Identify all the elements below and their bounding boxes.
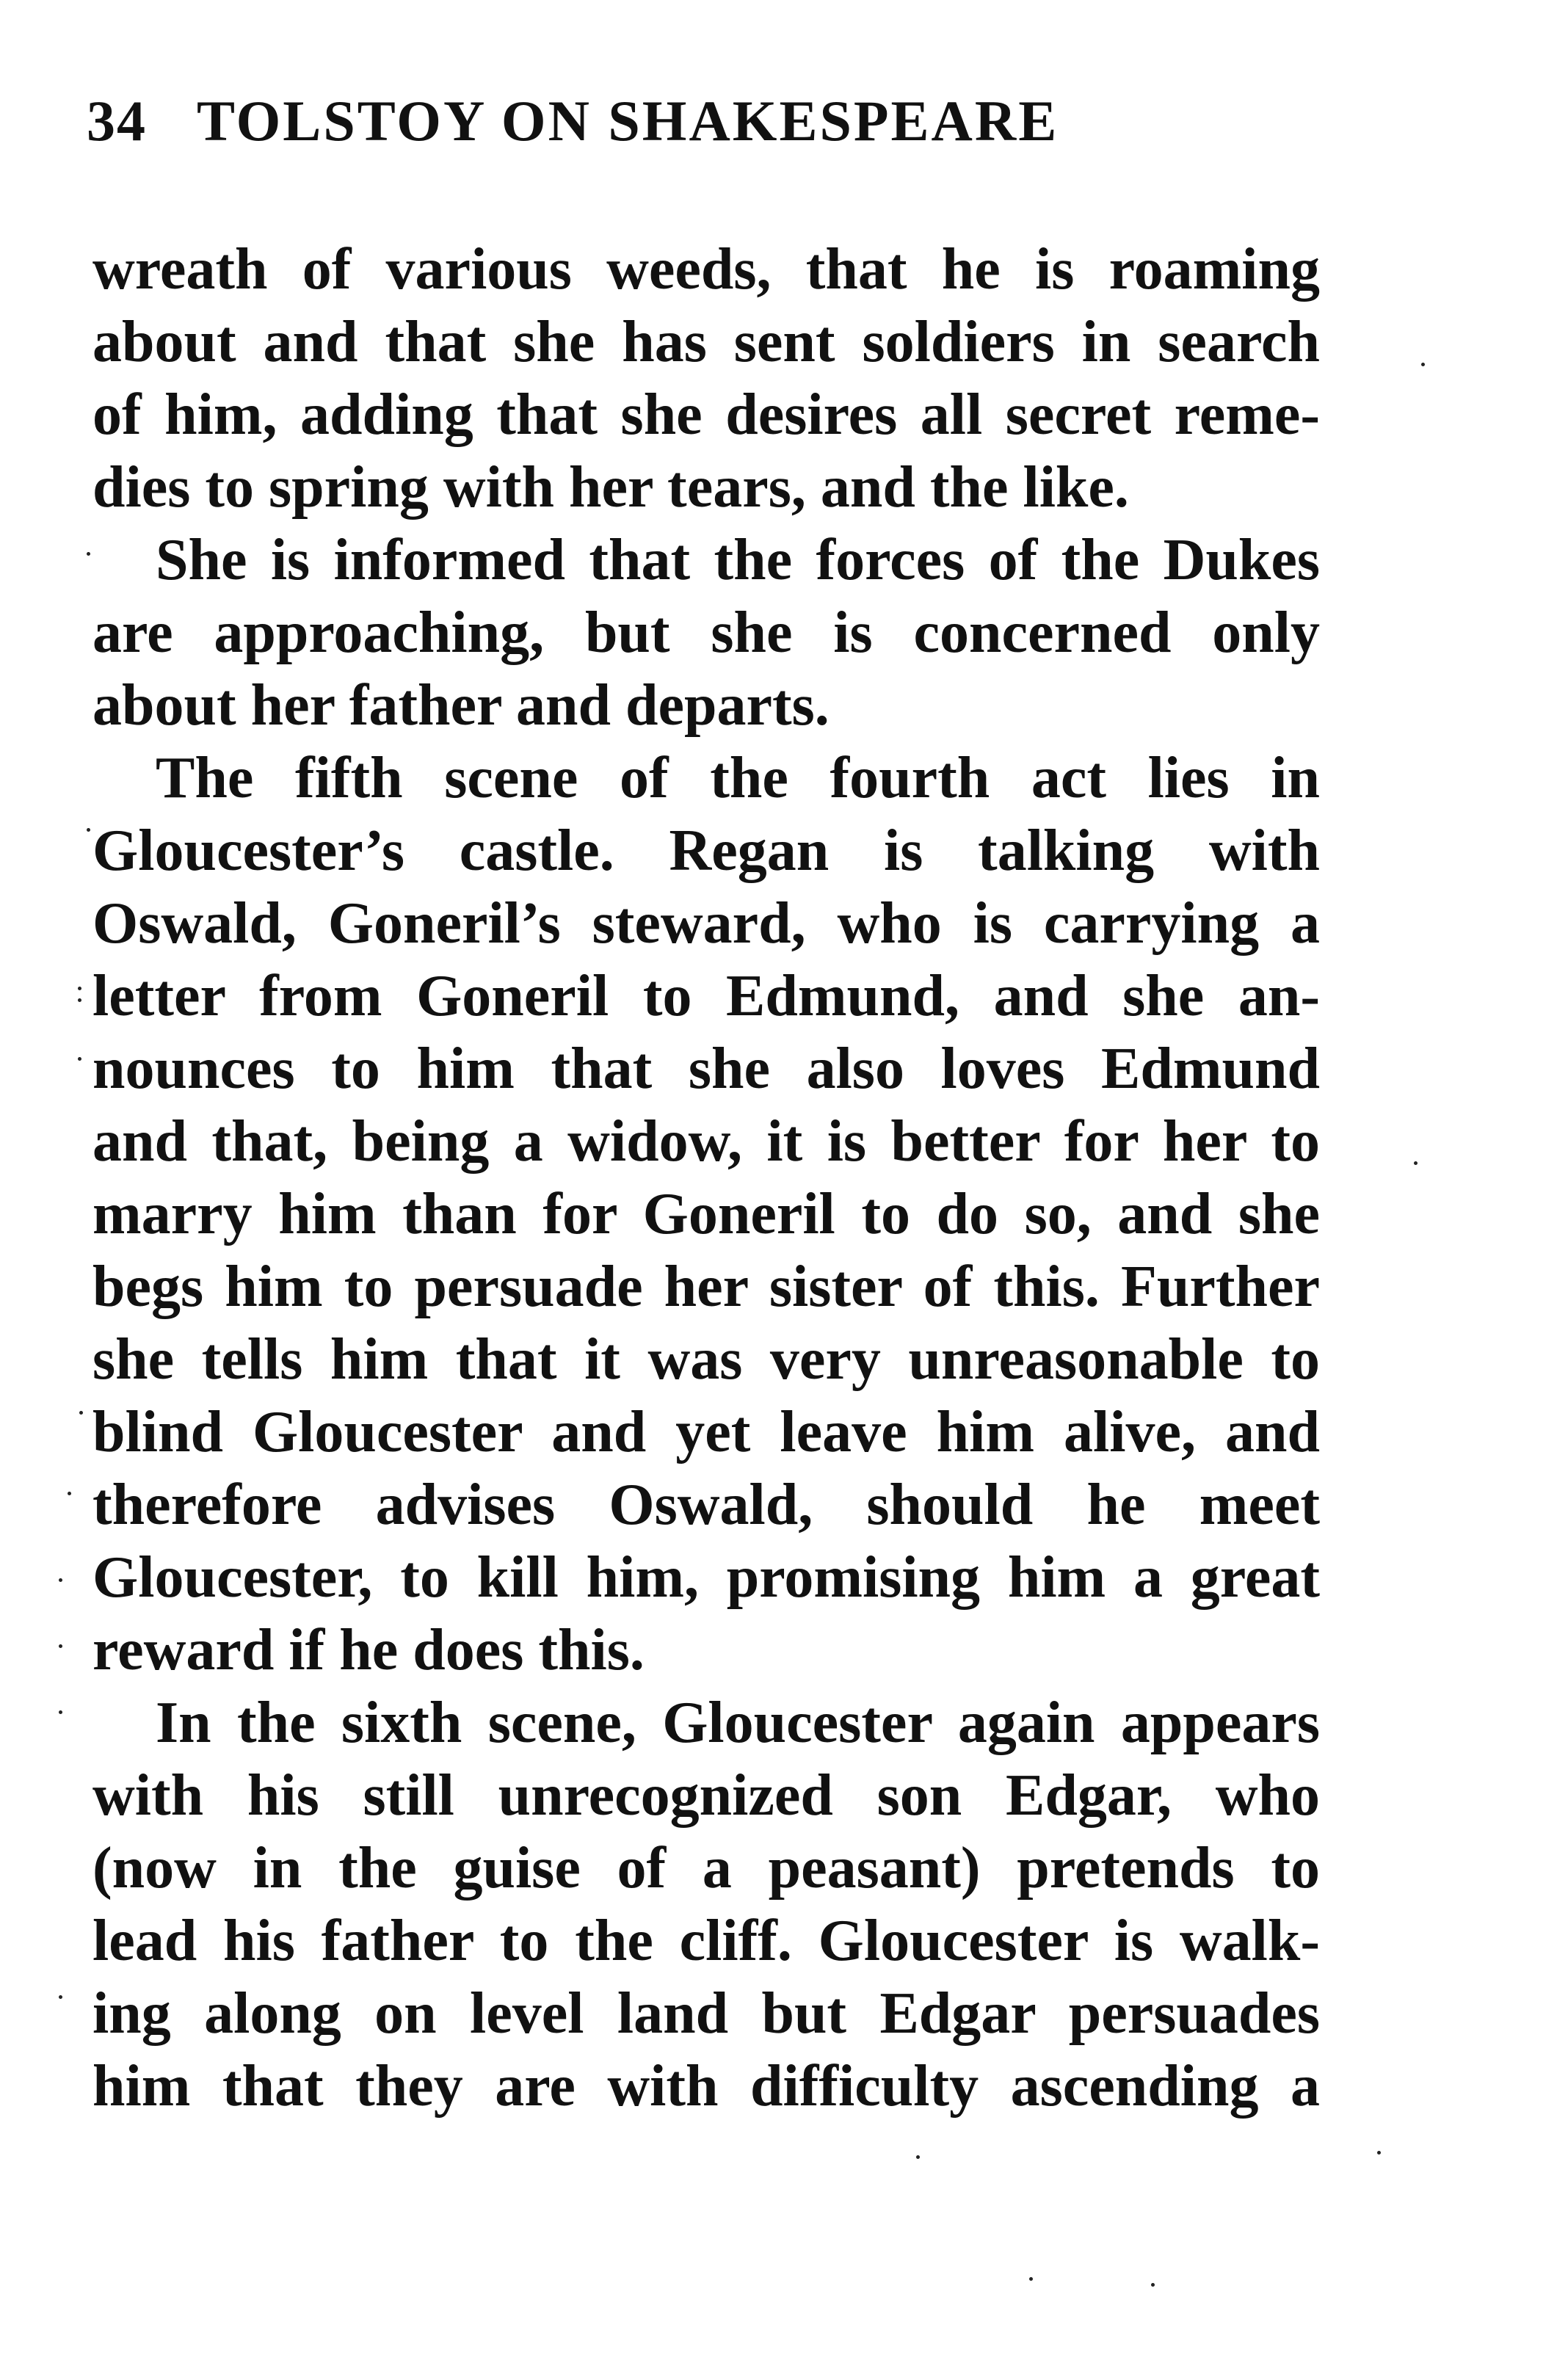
scan-speck xyxy=(78,987,81,990)
page-number: 34 xyxy=(87,89,147,153)
text-line: dies to spring with her tears, and the like. xyxy=(92,455,1129,520)
scan-speck xyxy=(79,1411,83,1415)
scan-speck xyxy=(78,1057,81,1061)
text-line: him that they are with difficulty ascending a xyxy=(92,2054,1320,2119)
scan-speck xyxy=(59,1710,62,1714)
scan-speck xyxy=(1151,2283,1155,2287)
scan-speck xyxy=(1414,1161,1418,1165)
text-line: The fifth scene of the fourth act lies in xyxy=(156,746,1320,810)
text-line: therefore advises Oswald, should he meet xyxy=(92,1473,1320,1537)
text-line: about her father and departs. xyxy=(92,673,830,738)
text-line: of him, adding that she desires all secret reme- xyxy=(92,382,1320,447)
text-line: Gloucester, to kill him, promising him a great xyxy=(92,1545,1320,1610)
scan-speck xyxy=(87,828,90,832)
scan-speck xyxy=(59,1578,62,1582)
text-line: wreath of various weeds, that he is roaming xyxy=(92,237,1320,302)
text-line: Oswald, Goneril’s steward, who is carrying a xyxy=(92,891,1320,956)
scan-speck xyxy=(1029,2277,1033,2281)
running-head xyxy=(87,88,1059,161)
text-line: In the sixth scene, Gloucester again appears xyxy=(156,1691,1320,1755)
text-line: (now in the guise of a peasant) pretends to xyxy=(92,1836,1320,1901)
text-line: letter from Goneril to Edmund, and she an- xyxy=(92,964,1320,1028)
text-line: Gloucester’s castle. Regan is talking with xyxy=(92,818,1320,883)
text-line: begs him to persuade her sister of this. Further xyxy=(92,1255,1320,1319)
text-line: and that, being a widow, it is better for her to xyxy=(92,1109,1320,1174)
book-title: TOLSTOY ON SHAKESPEARE xyxy=(197,89,1059,153)
text-line: nounces to him that she also loves Edmund xyxy=(92,1037,1320,1101)
scan-speck xyxy=(78,998,81,1002)
scan-speck xyxy=(59,1644,62,1648)
text-line: about and that she has sent soldiers in search xyxy=(92,310,1320,374)
scan-speck xyxy=(59,1995,62,1999)
text-line: marry him than for Goneril to do so, and she xyxy=(92,1182,1320,1246)
body-text xyxy=(92,233,1320,2123)
text-line: she tells him that it was very unreasonable to xyxy=(92,1327,1320,1392)
scan-speck xyxy=(1421,363,1425,366)
text-line: reward if he does this. xyxy=(92,1618,645,1683)
scan-speck xyxy=(68,1492,71,1495)
text-line: She is informed that the forces of the Dukes xyxy=(156,528,1320,592)
scan-speck xyxy=(1377,2151,1381,2155)
scan-speck xyxy=(916,2155,920,2159)
text-line: with his still unrecognized son Edgar, who xyxy=(92,1763,1320,1828)
text-line: ing along on level land but Edgar persuades xyxy=(92,1981,1320,2046)
text-line: lead his father to the cliff. Gloucester is walk- xyxy=(92,1909,1320,1973)
text-line: blind Gloucester and yet leave him alive, and xyxy=(92,1400,1320,1464)
text-line: are approaching, but she is concerned only xyxy=(92,600,1320,665)
scan-speck xyxy=(87,552,90,556)
